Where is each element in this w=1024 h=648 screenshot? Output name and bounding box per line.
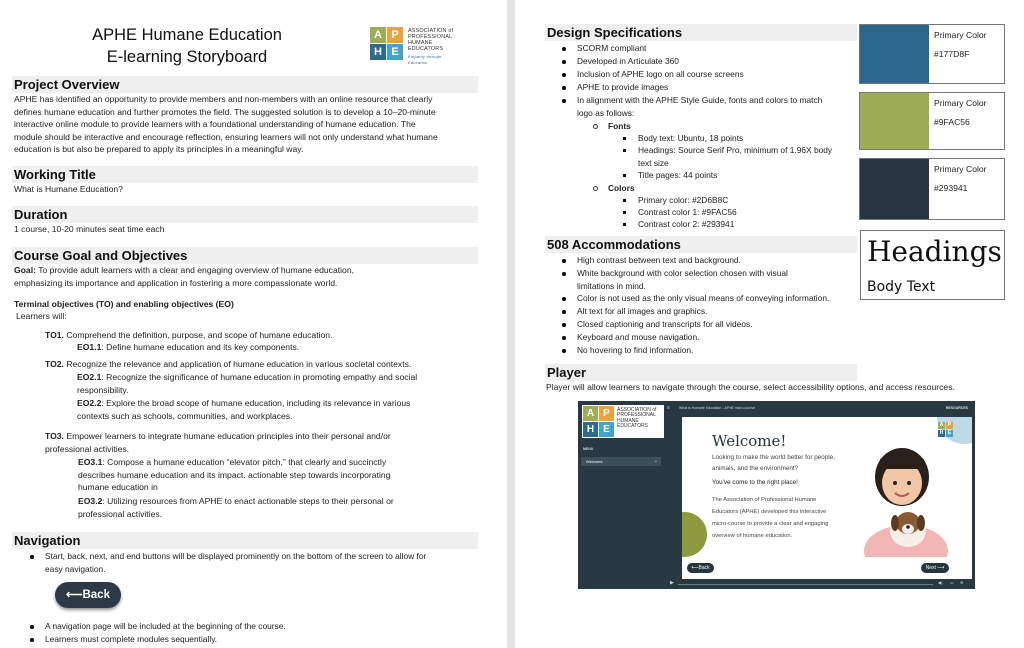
- player-description: Player will allow learners to navigate through the course, select accessibility options, and access resources.: [546, 382, 955, 392]
- desc-line2: Educators (APHE) developed this interactive: [712, 509, 827, 515]
- child-with-puppy-image: [862, 445, 950, 557]
- nav-b1-line2: easy navigation.: [45, 563, 106, 574]
- swatch-1-label: Primary Color: [934, 30, 987, 40]
- to3-text-2: professional activities.: [45, 443, 130, 454]
- font-sample-body: Body Text: [867, 279, 936, 295]
- to1: [45, 329, 332, 342]
- acc-b2-line1: White background with color selection chosen with visual: [577, 268, 788, 278]
- accommodation-7: No hovering to find information.: [577, 345, 694, 355]
- design-bullet-1: SCORM compliant: [577, 43, 647, 53]
- player-mockup: [578, 401, 975, 589]
- overview-line: APHE has identified an opportunity to provide members and non-members with an online resource that clearly: [14, 94, 433, 104]
- captions-icon[interactable]: ▭: [950, 580, 954, 585]
- design-b5-line2: logo as follows:: [577, 107, 635, 118]
- player-controls: [670, 582, 970, 587]
- eo1-1: [77, 341, 299, 354]
- logo-tile-p: P: [387, 27, 403, 43]
- font-sample-box: [860, 230, 1005, 300]
- eo1-1-label: EO1.1: [77, 342, 102, 352]
- swatch-1-fill: [860, 25, 929, 83]
- eo3-2-label: EO3.2: [78, 496, 103, 506]
- font-spec-headings: [638, 144, 858, 170]
- eo2-2-text-2: contexts such as schools, communities, and workplaces.: [77, 410, 293, 421]
- eo2-1-label: EO2.1: [77, 372, 102, 382]
- eye-left: [893, 481, 897, 485]
- color-spec-contrast2: Contrast color 2: #293941: [638, 219, 735, 229]
- overview-line: defines humane education and further promotes the field. The suggested solution is to develop a 10–20-minute: [14, 106, 436, 117]
- accommodation-3: Color is not used as the only visual means of conveying information.: [577, 293, 830, 303]
- font-spec-body: Body text: Ubuntu, 18 points: [638, 133, 744, 143]
- eye-right: [907, 481, 911, 485]
- logo-text-1: ASSOCIATION of: [408, 28, 454, 34]
- player-menu-label: MENU: [583, 447, 594, 451]
- eo2-2: [77, 397, 477, 422]
- player-logo-p: P: [599, 406, 614, 421]
- storyboard-page-1: [0, 0, 507, 648]
- progress-track[interactable]: [678, 584, 933, 585]
- player-logo-a: A: [583, 406, 598, 421]
- slide-logo: [938, 422, 954, 438]
- eo3-1-text-3: humane education in: [78, 482, 158, 493]
- volume-icon[interactable]: ◀): [938, 580, 943, 585]
- goal-label: Goal:: [14, 265, 36, 275]
- swatch-3-label: Primary Color: [934, 164, 987, 174]
- overview-line: interactive online module to provide learners with a foundational understanding of humane education. The: [14, 119, 416, 130]
- swatch-2-hex: #9FAC56: [934, 117, 970, 127]
- player-slide: [682, 417, 972, 579]
- design-bullet-4: APHE to provide images: [577, 82, 669, 92]
- color-spec-contrast1: Contrast color 1: #9FAC56: [638, 207, 737, 217]
- accommodation-6: Keyboard and mouse navigation.: [577, 332, 700, 342]
- accommodation-2: [577, 267, 857, 293]
- slide-logo-a: A: [939, 422, 944, 428]
- player-heading: Player: [545, 364, 857, 381]
- to1-label: TO1.: [45, 330, 64, 340]
- slide-logo-p: P: [947, 422, 952, 428]
- decor-circle-green: [682, 512, 707, 557]
- to3: [45, 430, 465, 455]
- logo-text-4: EDUCATORS: [408, 46, 444, 52]
- fonts-label: Fonts: [608, 121, 631, 131]
- design-bullet-2: Developed in Articulate 360: [577, 56, 679, 66]
- working-title-heading: Working Title: [12, 166, 478, 183]
- overview-line: module should be interactive and encourage reflection, ensuring learners will not only understand what humane: [14, 131, 438, 142]
- intro-line2: animals, and the environment?: [712, 465, 799, 472]
- bangs-shape: [880, 459, 924, 469]
- swatch-3-fill: [860, 159, 929, 219]
- to2-label: TO2.: [45, 359, 64, 369]
- logo-tagline: Empathy through Education: [408, 54, 442, 65]
- eo3-1: [78, 456, 478, 494]
- font-sample-headings: Headings: [867, 235, 1002, 268]
- goal-statement: [14, 264, 484, 289]
- design-bullet-5: [577, 94, 857, 120]
- back-button-sample[interactable]: ⟵Back: [55, 582, 121, 608]
- eo3-1-label: EO3.1: [78, 457, 103, 467]
- welcome-intro: [712, 452, 835, 474]
- desc-line1: The Association of Professional Humane: [712, 497, 817, 503]
- terminal-objectives-heading: Terminal objectives (TO) and enabling objectives (EO): [14, 299, 234, 309]
- project-overview-text: [14, 93, 484, 156]
- color-swatch-2: [859, 92, 1005, 150]
- storyboard-page-2: [515, 0, 1024, 648]
- player-course-title: What is Humane Education - APHE micro-course: [679, 406, 756, 410]
- learners-will: Learners will:: [16, 311, 67, 321]
- aphe-logo: [370, 27, 461, 63]
- goal-text-1: To provide adult learners with a clear and engaging overview of humane education,: [38, 265, 354, 275]
- to2: [45, 358, 411, 371]
- nav-b1-line1: Start, back, next, and end buttons will be displayed prominently on the bottom of the screen to allow for: [45, 551, 427, 561]
- working-title-text: What is Humane Education?: [14, 184, 123, 194]
- to1-text: Comprehend the definition, purpose, and scope of humane education.: [66, 330, 333, 340]
- swatch-2-label: Primary Color: [934, 98, 987, 108]
- player-logo-h: H: [583, 422, 598, 437]
- font-spec-title: Title pages: 44 points: [638, 170, 718, 180]
- logo-tile-e: E: [387, 44, 403, 60]
- puppy-ear-left: [891, 515, 899, 531]
- logo-text-2: PROFESSIONAL: [408, 34, 453, 40]
- play-icon[interactable]: ▶: [670, 580, 674, 586]
- goal-text-2: emphasizing its importance and application in fostering a more compassionate world.: [14, 277, 338, 288]
- player-logo-e: E: [599, 422, 614, 437]
- accommodation-5: Closed captioning and transcripts for all videos.: [577, 319, 753, 329]
- eo2-1-text-2: responsibility.: [77, 384, 129, 395]
- intro-line1: Looking to make the world better for people,: [712, 454, 835, 461]
- design-b5-line1: In alignment with the APHE Style Guide, fonts and colors to match: [577, 95, 823, 105]
- resources-button[interactable]: RESOURCES: [945, 406, 968, 410]
- title-line-1: APHE Humane Education: [92, 26, 282, 44]
- design-specs-heading: Design Specifications: [545, 24, 857, 41]
- navigation-bullet-1: [45, 550, 475, 576]
- player-logo-l2: PROFESSIONAL: [617, 412, 656, 419]
- eo2-2-label: EO2.2: [77, 398, 102, 408]
- slide-logo-e: E: [947, 430, 952, 436]
- color-spec-primary: Primary color: #2D6B8C: [638, 195, 729, 205]
- right-place-text: You’ve come to the right place!: [712, 479, 798, 486]
- player-logo-l3: HUMANE: [617, 417, 639, 424]
- eo3-2-text: : Utilizing resources from APHE to enact actionable steps to their personal or: [102, 496, 394, 506]
- duration-heading: Duration: [12, 206, 478, 223]
- settings-icon[interactable]: ⚙: [960, 580, 964, 585]
- title-line-2: E-learning Storyboard: [106, 48, 268, 66]
- eo2-2-text: : Explore the broad scope of humane education, including its relevance in various: [101, 398, 411, 408]
- chevron-down-icon: ⌄: [653, 458, 658, 464]
- duration-text: 1 course, 10-20 minutes seat time each: [14, 224, 165, 234]
- logo-tile-a: A: [370, 27, 386, 43]
- acc-b2-line2: limitations in mind.: [577, 280, 646, 291]
- color-swatch-3: [859, 158, 1005, 220]
- design-bullet-3: Inclusion of APHE logo on all course screens: [577, 69, 744, 79]
- slide-back-button[interactable]: ⟵Back: [687, 563, 714, 573]
- logo-text-3: HUMANE: [408, 40, 433, 46]
- swatch-2-fill: [860, 93, 929, 149]
- document-title: [52, 24, 322, 68]
- player-logo-text: [617, 408, 656, 430]
- puppy-ear-right: [917, 515, 925, 531]
- eo2-1: [77, 371, 477, 396]
- accommodation-4: Alt text for all images and graphics.: [577, 306, 708, 316]
- font2-line2: text size: [638, 157, 669, 168]
- navigation-heading: Navigation: [12, 532, 478, 549]
- player-logo: [582, 405, 664, 438]
- accommodation-1: High contrast between text and background.: [577, 255, 741, 265]
- font2-line1: Headings: Source Serif Pro, minimum of 1.96X body: [638, 145, 833, 155]
- swatch-3-hex: #293941: [934, 183, 968, 193]
- player-menu-item[interactable]: [581, 457, 661, 466]
- overview-line: education is but also be prepared to apply its principles in a meaningful way.: [14, 144, 304, 155]
- eo2-1-text: : Recognize the significance of humane education in promoting empathy and social: [101, 372, 418, 382]
- player-menu-item-label: Welcome: [586, 459, 603, 464]
- course-goals-heading: Course Goal and Objectives: [12, 247, 478, 264]
- to3-text: Empower learners to integrate humane education principles into their personal and/or: [66, 431, 391, 441]
- swatch-1-hex: #177D8F: [934, 49, 970, 59]
- desc-line4: overview of humane education.: [712, 533, 793, 539]
- desc-line3: micro-course to provide a clear and engaging: [712, 521, 829, 527]
- eo3-1-text-2: describes humane education and its impact. actionable step towards incorporating: [78, 469, 391, 480]
- color-swatch-1: [859, 24, 1005, 84]
- to3-label: TO3.: [45, 431, 64, 441]
- player-logo-l4: EDUCATORS: [617, 423, 648, 430]
- player-logo-l1: ASSOCIATION of: [617, 407, 657, 413]
- slide-logo-h: H: [939, 430, 944, 436]
- welcome-description: [712, 494, 828, 542]
- colors-label: Colors: [608, 183, 635, 193]
- eo1-1-text: : Define humane education and its key components.: [101, 342, 300, 352]
- logo-tile-h: H: [370, 44, 386, 60]
- slide-next-button[interactable]: Next ⟶: [921, 563, 949, 573]
- navigation-bullet-2: A navigation page will be included at the beginning of the course.: [45, 621, 286, 631]
- navigation-bullet-3: Learners must complete modules sequentially.: [45, 634, 218, 644]
- to2-text: Recognize the relevance and application of humane education in various societal contexts.: [66, 359, 412, 369]
- hamburger-icon[interactable]: ≡: [667, 405, 670, 411]
- project-overview-heading: Project Overview: [12, 76, 478, 93]
- player-topbar: [667, 404, 973, 414]
- puppy-nose: [906, 525, 910, 529]
- accommodations-heading: 508 Accommodations: [545, 236, 857, 253]
- player-sidebar: [578, 401, 665, 589]
- eo3-1-text: : Compose a humane education “elevator pitch,” that clearly and succinctly: [102, 457, 387, 467]
- eo3-2-text-2: professional activities.: [78, 508, 163, 519]
- eo3-2: [78, 495, 478, 520]
- welcome-heading: Welcome!: [712, 432, 787, 450]
